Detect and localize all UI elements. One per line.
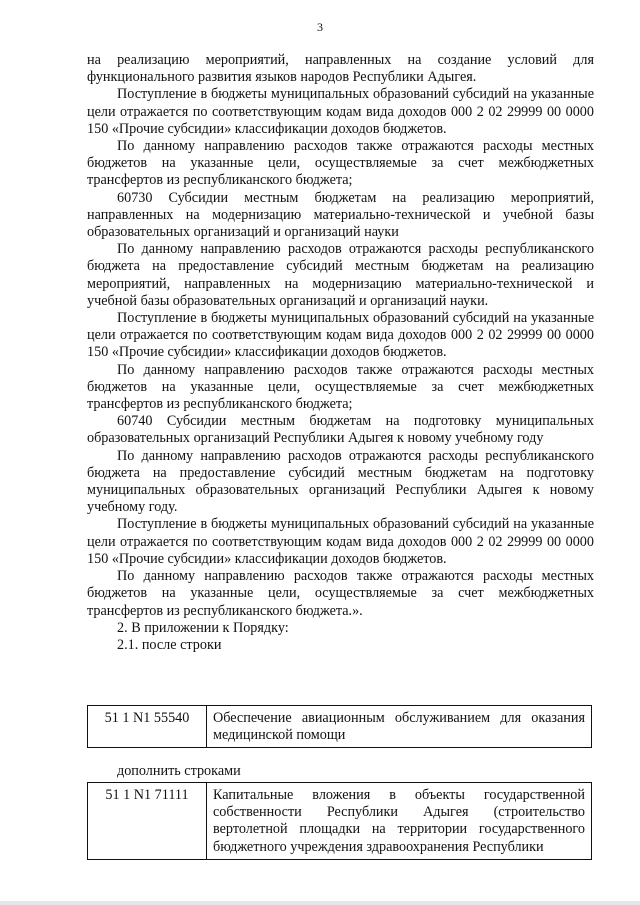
table-cell-code: 51 1 N1 55540 <box>88 706 207 748</box>
add-rows-label: дополнить строками <box>117 763 241 779</box>
paragraph: По данному направлению расходов отражаются расходы республиканского бюджета на предоставление субсидий местным бюджетам на подготовку муниципальных образовательных организаций Республики Адыгея к новому учебному году. <box>87 447 594 516</box>
page-bottom-edge <box>0 901 640 905</box>
paragraph: 2.1. после строки <box>117 636 222 653</box>
paragraph: Поступление в бюджеты муниципальных образований субсидий на указанные цели отражается по соответствующим кодам вида доходов 000 2 02 29999 00 0000 150 «Прочие субсидии» классификации доходов бюджетов. <box>87 516 594 567</box>
paragraph: 60740 Субсидии местным бюджетам на подготовку муниципальных образовательных организаций Республики Адыгея к новому учебному году <box>87 413 594 447</box>
paragraph: По данному направлению расходов также отражаются расходы местных бюджетов на указанные цели, осуществляемые за счет межбюджетных трансфертов из республиканского бюджета; <box>87 138 594 189</box>
body-text <box>87 52 594 654</box>
table-cell-description: Капитальные вложения в объекты государственной собственности Республики Адыгея (строительство вертолетной площадки на территории государственного бюджетного учреждения здравоохранения Республики <box>207 783 592 860</box>
table-after-row <box>87 705 592 748</box>
paragraph: 60730 Субсидии местным бюджетам на реализацию мероприятий, направленных на модернизацию материально-технической и учебной базы образовательных организаций и организаций науки <box>87 189 594 241</box>
table-added-rows <box>87 782 592 860</box>
table-row <box>88 783 592 860</box>
table-row <box>88 706 592 748</box>
paragraph: По данному направлению расходов отражаются расходы республиканского бюджета на предоставление субсидий местным бюджетам на реализацию мероприятий, направленных на модернизацию материально-технической и учебной базы образовательных организаций и организаций науки. <box>87 241 594 309</box>
paragraph: на реализацию мероприятий, направленных на создание условий для функционального развития языков народов Республики Адыгея. <box>87 52 594 86</box>
table-cell-description: Обеспечение авиационным обслуживанием для оказания медицинской помощи <box>207 706 592 748</box>
paragraph: По данному направлению расходов также отражаются расходы местных бюджетов на указанные цели, осуществляемые за счет межбюджетных трансфертов из республиканского бюджета.». <box>87 568 594 619</box>
page-number: 3 <box>317 20 323 34</box>
paragraph: Поступление в бюджеты муниципальных образований субсидий на указанные цели отражается по соответствующим кодам вида доходов 000 2 02 29999 00 0000 150 «Прочие субсидии» классификации доходов бюджетов. <box>87 310 594 361</box>
paragraph: 2. В приложении к Порядку: <box>117 619 289 636</box>
paragraph: Поступление в бюджеты муниципальных образований субсидий на указанные цели отражается по соответствующим кодам вида доходов 000 2 02 29999 00 0000 150 «Прочие субсидии» классификации доходов бюджетов. <box>87 86 594 137</box>
table-cell-code: 51 1 N1 71111 <box>88 783 207 860</box>
paragraph: По данному направлению расходов также отражаются расходы местных бюджетов на указанные цели, осуществляемые за счет межбюджетных трансфертов из республиканского бюджета; <box>87 361 594 413</box>
